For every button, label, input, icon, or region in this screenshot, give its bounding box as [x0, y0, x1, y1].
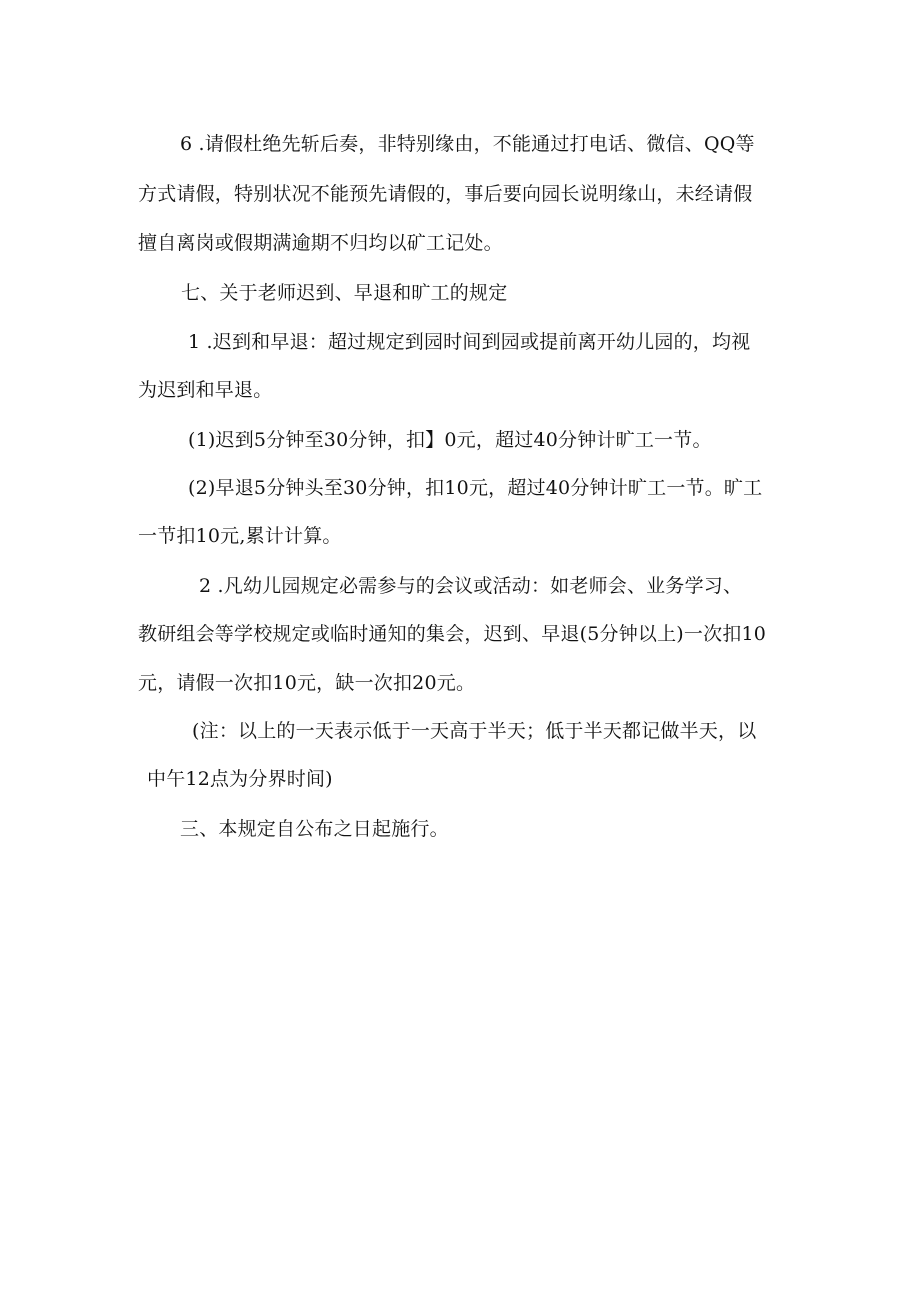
note-line1: (注：以上的一天表示低于一天高于半天；低于半天都记做半天，以 — [192, 720, 757, 742]
section7-heading: 七、关于老师迟到、早退和旷工的规定 — [181, 282, 508, 304]
section3-line: 三、本规定自公布之日起施行。 — [180, 818, 449, 840]
subitem2-line2: 一节扣10元,累计计算。 — [138, 525, 342, 547]
item2-line3: 元，请假一次扣10元，缺一次扣20元。 — [138, 672, 476, 694]
item1-line2: 为迟到和早退。 — [138, 379, 273, 401]
item6-line3: 擅自离岗或假期满逾期不归均以矿工记处。 — [138, 232, 503, 254]
item2-line2: 教研组会等学校规定或临时通知的集会，迟到、早退(5分钟以上)一次扣10 — [138, 623, 767, 645]
item2-line1: 2 .凡幼儿园规定必需参与的会议或活动：如老师会、业务学习、 — [199, 575, 743, 597]
item1-line1: 1 .迟到和早退：超过规定到园时间到园或提前离开幼儿园的，均视 — [188, 331, 751, 353]
item6-line2: 方式请假，特别状况不能预先请假的，事后要向园长说明缘山，未经请假 — [138, 183, 753, 205]
item6-line1: 6 .请假杜绝先斩后奏，非特别缘由，不能通过打电话、微信、QQ等 — [180, 133, 755, 155]
note-line2: 中午12点为分界时间) — [147, 768, 333, 790]
subitem2-line1: (2)早退5分钟头至30分钟，扣10元，超过40分钟计旷工一节。旷工 — [188, 477, 763, 499]
subitem1-line: (1)迟到5分钟至30分钟，扣】0元，超过40分钟计旷工一节。 — [188, 429, 712, 451]
